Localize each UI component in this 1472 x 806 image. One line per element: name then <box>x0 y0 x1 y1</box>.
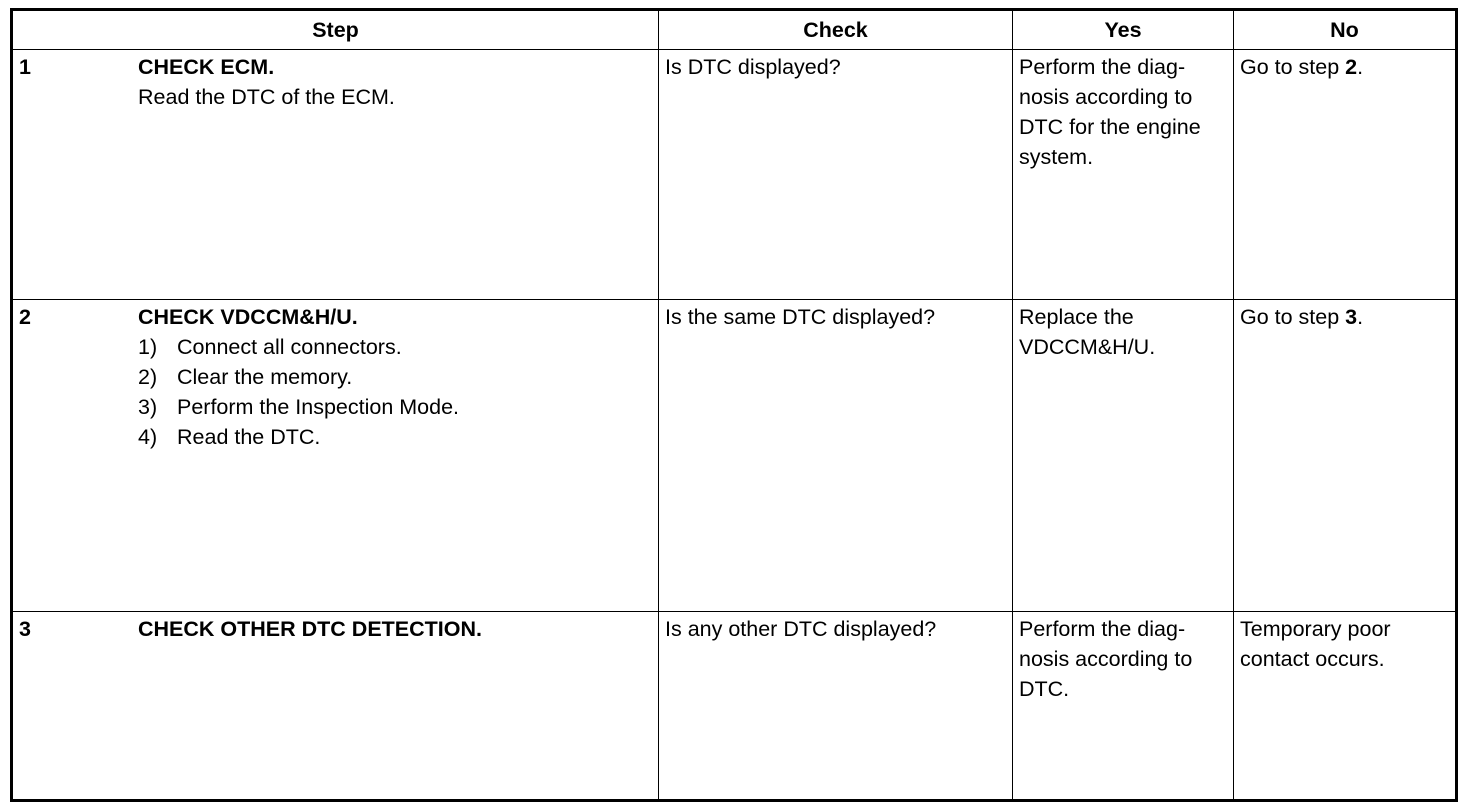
yes-text: Replace the VDCCM&H/U. <box>1019 305 1156 359</box>
substep-text: Clear the memory. <box>177 365 353 389</box>
no-suffix: . <box>1357 305 1364 329</box>
substep-number: 4) <box>138 425 158 449</box>
step-cell <box>12 50 659 300</box>
list-item <box>138 422 652 452</box>
substep-text: Connect all connectors. <box>177 335 402 359</box>
header-yes: Yes <box>1013 10 1234 50</box>
step-title: CHECK ECM. <box>138 55 275 79</box>
step-cell <box>12 300 659 612</box>
yes-text: Perform the diag-nosis according to DTC for the engine system. <box>1019 55 1201 169</box>
step-title: CHECK VDCCM&H/U. <box>138 305 358 329</box>
list-item <box>138 362 652 392</box>
no-cell <box>1234 612 1457 801</box>
substep-list <box>138 332 652 452</box>
step-number: 1 <box>19 55 31 79</box>
step-title: CHECK OTHER DTC DETECTION. <box>138 617 482 641</box>
header-row <box>12 10 1457 50</box>
check-cell: Is any other DTC displayed? <box>659 612 1013 801</box>
header-no: No <box>1234 10 1457 50</box>
step-cell <box>12 612 659 801</box>
no-prefix: Go to step <box>1240 55 1346 79</box>
substep-number: 3) <box>138 395 158 419</box>
no-text: Temporary poor contact occurs. <box>1240 617 1391 671</box>
no-step-ref: 2 <box>1345 55 1358 79</box>
no-cell <box>1234 300 1457 612</box>
header-check: Check <box>659 10 1013 50</box>
yes-cell <box>1013 300 1234 612</box>
check-cell: Is DTC displayed? <box>659 50 1013 300</box>
yes-text: Perform the diag-nosis according to DTC. <box>1019 617 1193 701</box>
substep-text: Read the DTC. <box>177 425 321 449</box>
substep-number: 2) <box>138 365 158 389</box>
substep-text: Perform the Inspection Mode. <box>177 395 460 419</box>
no-suffix: . <box>1357 55 1364 79</box>
diagnostic-table <box>10 8 1458 802</box>
step-number: 3 <box>19 617 31 641</box>
check-cell: Is the same DTC displayed? <box>659 300 1013 612</box>
step-number: 2 <box>19 305 31 329</box>
list-item <box>138 392 652 422</box>
table-row <box>12 50 1457 300</box>
no-step-ref: 3 <box>1345 305 1358 329</box>
step-description: Read the DTC of the ECM. <box>138 85 395 109</box>
header-step: Step <box>12 10 659 50</box>
no-prefix: Go to step <box>1240 305 1346 329</box>
no-cell <box>1234 50 1457 300</box>
yes-cell <box>1013 612 1234 801</box>
table-row <box>12 300 1457 612</box>
yes-cell <box>1013 50 1234 300</box>
list-item <box>138 332 652 362</box>
substep-number: 1) <box>138 335 158 359</box>
table-row <box>12 612 1457 801</box>
